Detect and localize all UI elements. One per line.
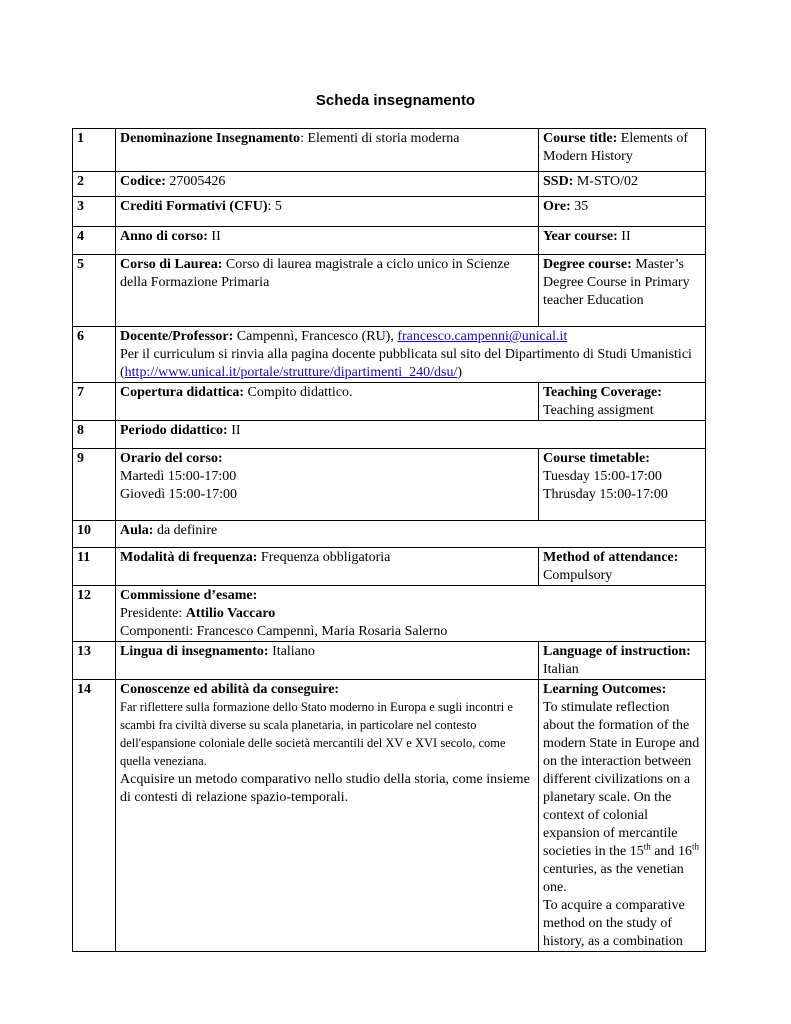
field-label: Crediti Formativi (CFU)	[120, 199, 268, 214]
outcomes-text: To stimulate reflection about the formation of the modern State in Europe and on the interaction between different civilizations on a planetary scale. On the context of colonial expansion of mercantile societies in the 15	[543, 700, 700, 859]
course-name-cell	[116, 129, 539, 172]
timetable-cell	[116, 449, 539, 521]
field-label: Course title:	[543, 131, 618, 146]
field-value: M-STO/02	[573, 174, 639, 189]
field-value: Campennì, Francesco (RU),	[233, 329, 398, 344]
field-label: Learning Outcomes:	[543, 682, 667, 697]
row-number: 11	[73, 548, 116, 586]
outcomes-16: 16	[677, 844, 692, 859]
field-value: II	[617, 229, 631, 244]
field-label: Periodo didattico:	[120, 423, 228, 438]
table-row	[73, 172, 706, 197]
timetable-line: Martedì 15:00-17:00	[120, 469, 237, 484]
outcomes-and: and	[650, 844, 678, 859]
field-value: Teaching assigment	[543, 403, 654, 418]
ssd-cell	[539, 172, 706, 197]
field-label: Aula:	[120, 523, 154, 538]
field-label: SSD:	[543, 174, 574, 189]
method-attendance-cell	[539, 548, 706, 586]
exam-committee-cell	[116, 586, 706, 642]
field-value: Italiano	[268, 644, 315, 659]
period-cell	[116, 421, 706, 449]
room-cell	[116, 521, 706, 548]
timetable-line: Tuesday 15:00-17:00	[543, 469, 662, 484]
field-label: Anno di corso:	[120, 229, 208, 244]
field-label: Corso di Laurea:	[120, 257, 223, 272]
credits-cell	[116, 197, 539, 227]
timetable-line: Thrusday 15:00-17:00	[543, 487, 668, 502]
field-label: Method of attendance:	[543, 550, 679, 565]
field-label: Docente/Professor:	[120, 329, 234, 344]
page-title: Scheda insegnamento	[315, 92, 476, 109]
president-name: Attilio Vaccaro	[185, 606, 276, 621]
field-label: Codice:	[120, 174, 166, 189]
field-label: Modalità di frequenza:	[120, 550, 258, 565]
president-label: Presidente:	[120, 606, 186, 621]
table-row	[73, 197, 706, 227]
table-row	[73, 521, 706, 548]
field-label: Year course:	[543, 229, 618, 244]
field-value: 35	[570, 199, 589, 214]
field-value: da definire	[153, 523, 218, 538]
table-row	[73, 548, 706, 586]
hours-cell	[539, 197, 706, 227]
table-row	[73, 327, 706, 383]
objectives-text: Far riflettere sulla formazione dello Stato moderno in Europa e sugli incontri e scambi fra civiltà diverse su scala planetaria, in particolare nel contesto dell'espansione coloniale delle società mercantili del XV e XVI secolo, come quella veneziana.	[120, 700, 513, 768]
curriculum-note-end: )	[457, 365, 463, 380]
course-title-cell	[539, 129, 706, 172]
outcomes-text-3: To acquire a comparative method on the study of history, as a combination	[543, 898, 685, 949]
field-label: Lingua di insegnamento:	[120, 644, 269, 659]
degree-course-cell	[539, 255, 706, 327]
field-label: Orario del corso:	[120, 451, 223, 466]
ordinal-suffix: th	[643, 841, 651, 852]
table-row	[73, 421, 706, 449]
field-value: II	[227, 423, 241, 438]
row-number: 3	[73, 197, 116, 227]
code-cell	[116, 172, 539, 197]
table-row	[73, 586, 706, 642]
coverage-cell	[116, 383, 539, 421]
curriculum-note: Per il curriculum si rinvia alla pagina docente pubblicata sul sito del Dipartimento di Studi Umanistici (	[120, 347, 692, 380]
table-row	[73, 449, 706, 521]
field-label: Denominazione Insegnamento	[120, 131, 301, 146]
professor-email-link[interactable]: francesco.campenni@unical.it	[397, 329, 568, 344]
table-row	[73, 680, 706, 952]
field-value: 27005426	[165, 174, 226, 189]
row-number: 10	[73, 521, 116, 548]
row-number: 4	[73, 227, 116, 255]
row-number: 8	[73, 421, 116, 449]
field-value: : 5	[267, 199, 282, 214]
row-number: 6	[73, 327, 116, 383]
field-value: II	[207, 229, 221, 244]
table-row	[73, 227, 706, 255]
row-number: 7	[73, 383, 116, 421]
learning-outcomes-cell	[539, 680, 706, 952]
field-label: Degree course:	[543, 257, 632, 272]
professor-cell	[116, 327, 706, 383]
field-value: Master’s Degree Course in Primary teacher Education	[543, 257, 690, 308]
year-course-cell	[539, 227, 706, 255]
field-label: Copertura didattica:	[120, 385, 245, 400]
row-number: 12	[73, 586, 116, 642]
year-cell	[116, 227, 539, 255]
ordinal-suffix: th	[691, 841, 699, 852]
timetable-line: Giovedì 15:00-17:00	[120, 487, 238, 502]
field-label: Course timetable:	[543, 451, 650, 466]
field-value: Frequenza obbligatoria	[257, 550, 391, 565]
language-instruction-cell	[539, 642, 706, 680]
field-value: Italian	[543, 662, 579, 677]
table-row	[73, 129, 706, 172]
row-number: 13	[73, 642, 116, 680]
row-number: 9	[73, 449, 116, 521]
course-info-table	[72, 128, 706, 952]
row-number: 1	[73, 129, 116, 172]
row-number: 5	[73, 255, 116, 327]
field-value: Compulsory	[543, 568, 613, 583]
row-number: 14	[73, 680, 116, 952]
field-label: Conoscenze ed abilità da conseguire:	[120, 682, 340, 697]
degree-cell	[116, 255, 539, 327]
outcomes-text-2: centuries, as the venetian one.	[543, 862, 684, 895]
attendance-cell	[116, 548, 539, 586]
course-timetable-cell	[539, 449, 706, 521]
knowledge-skills-cell	[116, 680, 539, 952]
table-row	[73, 642, 706, 680]
field-label: Ore:	[543, 199, 571, 214]
field-label: Commissione d’esame:	[120, 588, 258, 603]
field-label: Language of instruction:	[543, 644, 691, 659]
row-number: 2	[73, 172, 116, 197]
department-url-link[interactable]: http://www.unical.it/portale/strutture/dipartimenti_240/dsu/	[124, 365, 458, 380]
field-value: : Elementi di storia moderna	[300, 131, 460, 146]
field-value: Corso di laurea magistrale a ciclo unico in Scienze della Formazione Primaria	[120, 257, 510, 290]
objectives-text-2: Acquisire un metodo comparativo nello studio della storia, come insieme di contesti di relazione spazio-temporali.	[120, 772, 530, 805]
table-row	[73, 383, 706, 421]
committee-members: Componenti: Francesco Campennì, Maria Rosaria Salerno	[120, 624, 448, 639]
field-label: Teaching Coverage:	[543, 385, 662, 400]
table-row	[73, 255, 706, 327]
teaching-coverage-cell	[539, 383, 706, 421]
language-cell	[116, 642, 539, 680]
field-value: Elements of Modern History	[543, 131, 689, 164]
field-value: Compito didattico.	[244, 385, 353, 400]
